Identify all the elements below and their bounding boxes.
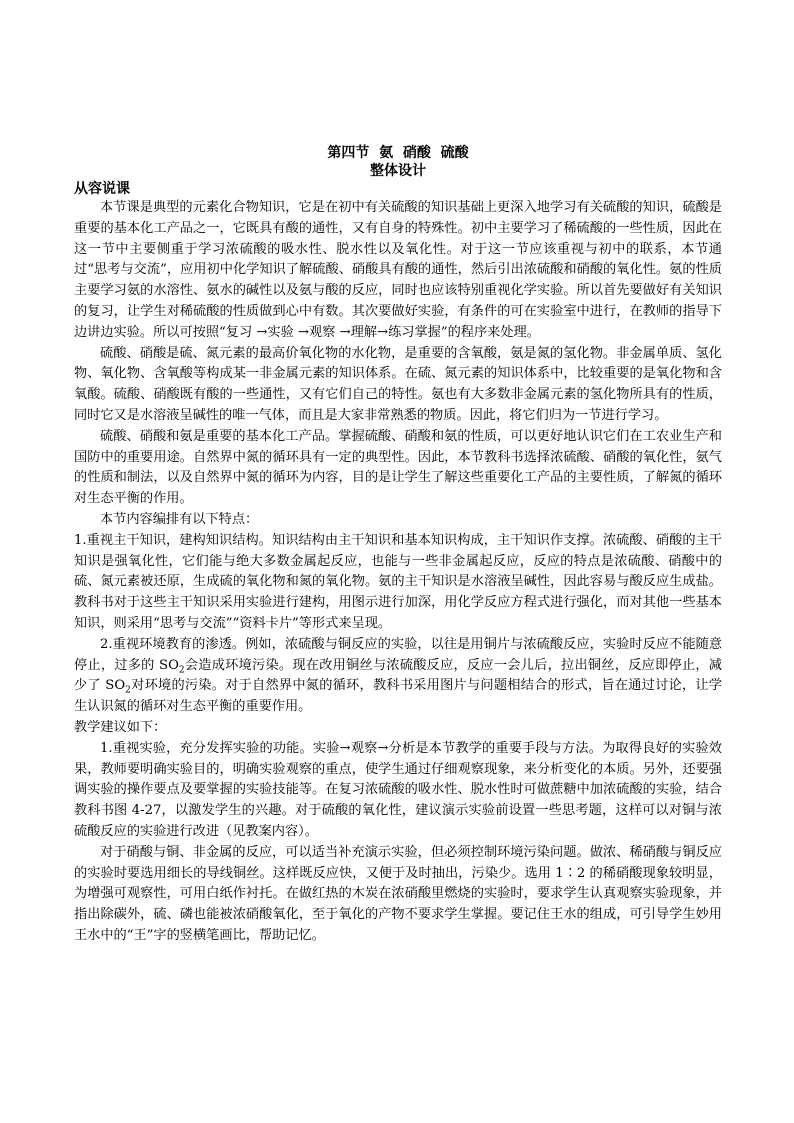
paragraph-6-part-b: 会造成环境污染。现在改用铜丝与浓硫酸反应，反应一会儿后，拉出铜丝，反应即停止，减少了 SO <box>74 657 722 694</box>
paragraph-3: 硫酸、硝酸和氨是重要的基本化工产品。掌握硫酸、硝酸和氨的性质，可以更好地认识它们在工农业生产和国防中的重要用途。自然界中氮的循环具有一定的典型性。因此，本节教科书选择浓硫酸、硝酸的氧化性，氨气的性质和制法，以及自然界中氮的循环为内容，目的是让学生了解这些重要化工产品的主要性质，了解氮的循环对生态平衡的作用。 <box>74 428 722 507</box>
paragraph-6-part-c: 对环境的污染。对于自然界中氮的循环，教科书采用图片与问题相结合的形式，旨在通过讨论，让学生认识氮的循环对生态平衡的重要作用。 <box>74 678 722 715</box>
paragraph-6-part-a: 2.重视环境教育的渗透。例如，浓硫酸与铜反应的实验，以往是用铜片与浓硫酸反应，实验时反应不能随意停止，过多的 SO <box>74 636 722 673</box>
paragraph-6 <box>74 635 722 718</box>
document-subtitle: 整体设计 <box>370 163 426 179</box>
subscript-2-b: 2 <box>125 685 131 696</box>
paragraph-1: 本节课是典型的元素化合物知识，它是在初中有关硫酸的知识基础上更深入地学习有关硫酸的知识，硫酸是重要的基本化工产品之一，它既具有酸的通性，又有自身的特殊性。初中主要学习了稀硫酸的一些性质，因此在这一节中主要侧重于学习浓硫酸的吸水性、脱水性以及氧化性。对于这一节应该重视与初中的联系，本节通过“思考与交流”，应用初中化学知识了解硫酸、硝酸具有酸的通性，然后引出浓硫酸和硝酸的氧化性。氨的性质主要学习氨的水溶性、氨水的碱性以及氨与酸的反应，同时也应该特别重视化学实验。所以首先要做好有关知识的复习，让学生对稀硫酸的性质做到心中有数。其次要做好实验，有条件的可在实验室中进行，在教师的指导下边讲边实验。所以可按照“复习 →实验 →观察 →理解→练习掌握”的程序来处理。 <box>74 200 722 340</box>
document-title: 第四节 氨 硝酸 硫酸 <box>327 145 469 161</box>
paragraph-5: 1.重视主干知识，建构知识结构。知识结构由主干知识和基本知识构成，主干知识作支撑。浓硫酸、硝酸的主干知识是强氧化性，它们能与绝大多数金属起反应，也能与一些非金属起反应，反应的特点是浓硫酸、硝酸中的硫、氮元素被还原，生成硫的氧化物和氮的氧化物。氨的主干知识是水溶液呈碱性，因此容易与酸反应生成盐。教科书对于这些主干知识采用实验进行建构，用图示进行加深，用化学反应方程式进行强化，而对其他一些基本知识，则采用“思考与交流”“资料卡片”等形式来呈现。 <box>74 532 722 631</box>
paragraph-8: 对于硝酸与铜、非金属的反应，可以适当补充演示实验，但必须控制环境污染问题。做浓、稀硝酸与铜反应的实验时要选用细长的导线铜丝。这样既反应快，又便于及时抽出，污染少。选用 1∶2 的稀硝酸现象较明显，为增强可观察性，可用白纸作衬托。在做红热的木炭在浓硝酸里燃烧的实验时，要求学生认真观察实验现象，并指出除碳外，硫、磷也能被浓硝酸氧化，至于氧化的产物不要求学生掌握。要记住王水的组成，可引导学生妙用王水中的“王”字的竖横笔画比，帮助记忆。 <box>74 844 722 943</box>
paragraph-7: 1.重视实验，充分发挥实验的功能。实验→观察→分析是本节教学的重要手段与方法。为取得良好的实验效果，教师要明确实验目的，明确实验观察的重点，使学生通过仔细观察现象，来分析变化的本质。另外，还要强调实验的操作要点及要掌握的实验技能等。在复习浓硫酸的吸水性、脱水性时可做蔗糖中加浓硫酸的实验，结合教科书图 4-27，以激发学生的兴趣。对于硫酸的氧化性，建议演示实验前设置一些思考题，这样可以对铜与浓硫酸反应的实验进行改进（见教案内容）。 <box>74 740 722 839</box>
document-page <box>74 144 722 947</box>
subscript-2-a: 2 <box>178 665 185 676</box>
paragraph-4: 本节内容编排有以下特点： <box>100 511 259 527</box>
section-heading-content: 从容说课 <box>74 181 130 197</box>
section-heading-teaching: 教学建议如下： <box>74 719 167 735</box>
paragraph-2: 硫酸、硝酸是硫、氮元素的最高价氧化物的水化物，是重要的含氧酸，氨是氮的氢化物。非金属单质、氢化物、氧化物、含氧酸等构成某一非金属元素的知识体系。在硫、氮元素的知识体系中，比较重要的是氧化物和含氧酸。硫酸、硝酸既有酸的一些通性，又有它们自己的特性。氨也有大多数非金属元素的氢化物所具有的性质，同时它又是水溶液呈碱性的唯一气体，而且是大家非常熟悉的物质。因此，将它们归为一节进行学习。 <box>74 345 722 423</box>
